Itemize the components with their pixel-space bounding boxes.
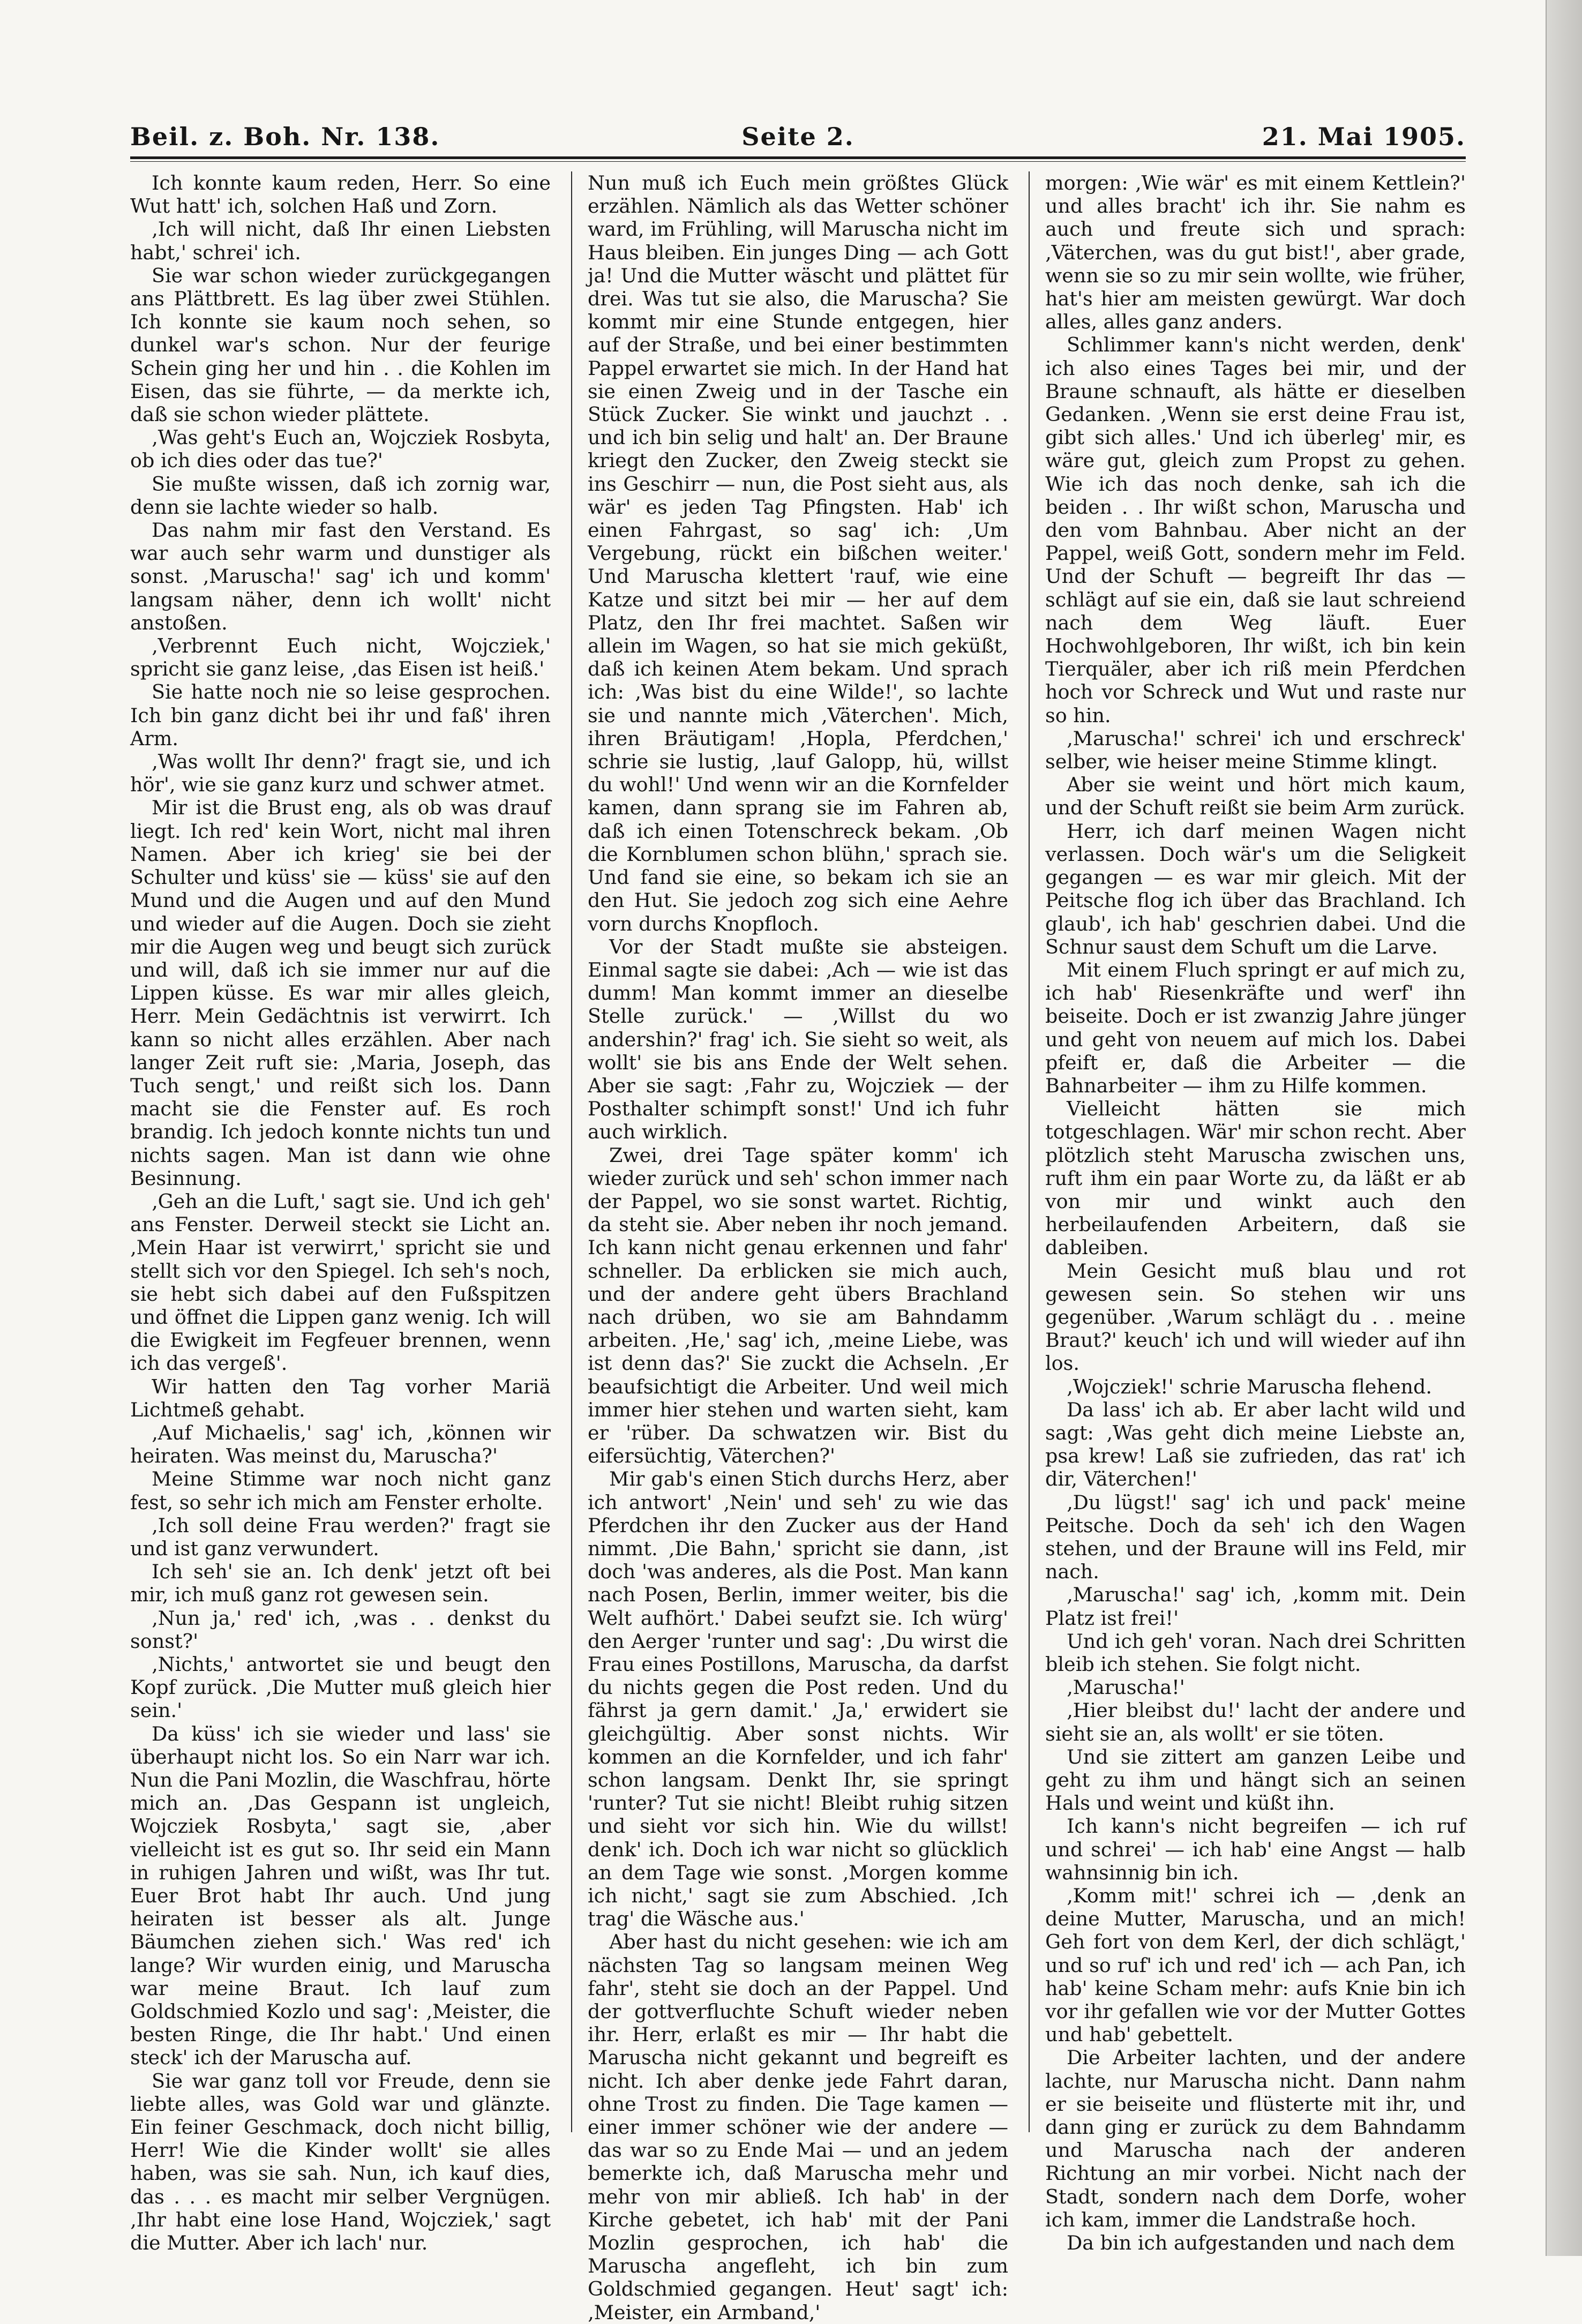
paragraph: Nun muß ich Euch mein größtes Glück erzählen. Nämlich als das Wetter schöner ward, im Frühling, will Maruscha nicht im Haus bleiben. Ein junges Ding — ach Gott ja! Und die Mutter wäscht und plättet für drei. Was tut sie also, die Maruscha? Sie kommt mir eine Stunde entgegen, hier auf der Straße, und bei einer bestimmten Pappel erwartet sie mich. In der Hand hat sie einen Zweig und in der Tasche ein Stück Zucker. Sie winkt und jauchzt . . und ich bin selig und halt' an. Der Braune kriegt den Zucker, den Zweig steckt sie ins Geschirr — nun, die Post sieht aus, als wär' es jeden Tag Pfingsten. Hab' ich einen Fahrgast, so sag' ich: ‚Um Vergebung, rückt ein bißchen weiter.' Und Maruscha klettert 'rauf, wie eine Katze und sitzt bei mir — her auf dem Platz, den Ihr frei machtet. Saßen wir allein im Wagen, so hat sie mich geküßt, daß ich keinen Atem bekam. Und sprach ich: ‚Was bist du eine Wilde!', so lachte sie und nannte mich ‚Väterchen'. Mich, ihren Bräutigam! ‚Hopla, Pferdchen,' schrie sie lustig, ‚lauf Galopp, hü, willst du wohl!' Und wenn wir an die Kornfelder kamen, dann sprang sie im Fahren ab, daß ich einen Totenschreck bekam. ‚Ob die Kornblumen schon blühn,' sprach sie. Und fand sie eine, so bekam ich sie an den Hut. Sie jedoch zog sich eine Aehre vorn durchs Knopfloch. (588, 171, 1008, 935)
supplement-issue-label: Beil. z. Boh. Nr. 138. (130, 122, 440, 151)
paragraph: Herr, ich darf meinen Wagen nicht verlassen. Doch wär's um die Seligkeit gegangen — es war mir gleich. Mit der Peitsche flog ich über das Brachland. Ich glaub', ich hab' geschrien dabei. Und die Schnur saust dem Schuft um die Larve. (1045, 819, 1466, 958)
paragraph: ‚Maruscha!' sag' ich, ‚komm mit. Dein Platz ist frei!' (1045, 1583, 1466, 1630)
paragraph: Wir hatten den Tag vorher Mariä Lichtmeß gehabt. (130, 1375, 551, 1421)
paragraph: Aber hast du nicht gesehen: wie ich am nächsten Tag so langsam meinen Weg fahr', steht sie doch an der Pappel. Und der gottverfluchte Schuft wieder neben ihr. Herr, erlaßt es mir — Ihr habt die Maruscha nicht gekannt und begreift es nicht. Ich aber denke jede Fahrt daran, ohne Trost zu finden. Die Tage kamen — einer immer schöner wie der andere — das war so zu Ende Mai — und an jedem bemerkte ich, daß Maruscha mehr und mehr von mir abließ. Ich hab' in der Kirche gebetet, ich hab' mit der Pani Mozlin gesprochen, ich hab' die Maruscha angefleht, ich bin zum Goldschmied gegangen. Heut' sagt' ich: ‚Meister, ein Armband,' (588, 1930, 1008, 2324)
paragraph: Vielleicht hätten sie mich totgeschlagen. Wär' mir schon recht. Aber plötzlich steht Maruscha zwischen uns, ruft ihm ein paar Worte zu, da läßt er ab von mir und winkt auch den herbeilaufenden Arbeitern, daß sie dableiben. (1045, 1097, 1466, 1260)
paragraph: Mir ist die Brust eng, als ob was drauf liegt. Ich red' kein Wort, nicht mal ihren Namen. Aber ich krieg' sie bei der Schulter und küss' sie — küss' sie auf den Mund und die Augen und auf den Mund und wieder auf die Augen. Doch sie zieht mir die Augen weg und beugt sich zurück und will, daß ich sie immer nur auf die Lippen küsse. Es war mir alles gleich, Herr. Mein Gedächtnis ist verwirrt. Ich kann so nicht alles erzählen. Aber nach langer Zeit ruft sie: ‚Maria, Joseph, das Tuch sengt,' und reißt sich los. Dann macht sie die Fenster auf. Es roch brandig. Ich jedoch konnte nichts tun und nichts sagen. Man ist dann wie ohne Besinnung. (130, 796, 551, 1190)
page-number: Seite 2. (741, 122, 854, 151)
column-divider (1029, 171, 1030, 2132)
paragraph: Sie war ganz toll vor Freude, denn sie liebte alles, was Gold war und glänzte. Ein feiner Geschmack, doch nicht billig, Herr! Wie die Kinder wollt' sie alles haben, was sie sah. Nun, ich kauf dies, das . . . es macht mir selber Vergnügen. ‚Ihr habt eine lose Hand, Wojcziek,' sagt die Mutter. Aber ich lach' nur. (130, 2069, 551, 2255)
issue-date: 21. Mai 1905. (1262, 122, 1466, 151)
header-rule (130, 156, 1466, 162)
paragraph: Mit einem Fluch springt er auf mich zu, ich hab' Riesenkräfte und werf' ihn beiseite. Doch er ist zwanzig Jahre jünger und geht von neuem auf mich los. Dabei pfeift er, daß die Arbeiter — die Bahnarbeiter — ihm zu Hilfe kommen. (1045, 958, 1466, 1097)
paragraph: ‚Geh an die Luft,' sagt sie. Und ich geh' ans Fenster. Derweil steckt sie Licht an. ‚Mein Haar ist verwirrt,' spricht sie und stellt sich vor den Spiegel. Ich seh's noch, sie hebt sich dabei auf den Fußspitzen und öffnet die Lippen ganz wenig. Ich will die Ewigkeit im Fegfeuer brennen, wenn ich das vergeß'. (130, 1189, 551, 1375)
paragraph: Und ich geh' voran. Nach drei Schritten bleib ich stehen. Sie folgt nicht. (1045, 1629, 1466, 1676)
paragraph: Mein Gesicht muß blau und rot gewesen sein. So stehen wir uns gegenüber. ‚Warum schlägt du . . meine Braut?' keuch' ich und will wieder auf ihn los. (1045, 1259, 1466, 1375)
paragraph: ‚Nun ja,' red' ich, ‚was . . denkst du sonst?' (130, 1606, 551, 1653)
text-column-2 (588, 171, 1008, 2324)
paragraph: Sie mußte wissen, daß ich zornig war, denn sie lachte wieder so halb. (130, 472, 551, 519)
paragraph: Da küss' ich sie wieder und lass' sie überhaupt nicht los. So ein Narr war ich. Nun die Pani Mozlin, die Waschfrau, hörte mich an. ‚Das Gespann ist ungleich, Wojcziek Rosbyta,' sagt sie, ‚aber vielleicht ist es gut so. Ihr seid ein Mann in ruhigen Jahren und wißt, was Ihr tut. Euer Brot habt Ihr auch. Und jung heiraten ist besser als alt. Junge Bäumchen ziehen sich.' Was red' ich lange? Wir wurden einig, und Maruscha war meine Braut. Ich lauf zum Goldschmied Kozlo und sag': ‚Meister, die besten Ringe, die Ihr habt.' Und einen steck' ich der Maruscha auf. (130, 1722, 551, 2070)
paragraph: Meine Stimme war noch nicht ganz fest, so sehr ich mich am Fenster erholte. (130, 1467, 551, 1514)
paragraph: ‚Nichts,' antwortet sie und beugt den Kopf zurück. ‚Die Mutter muß gleich hier sein.' (130, 1653, 551, 1722)
paragraph: Sie hatte noch nie so leise gesprochen. Ich bin ganz dicht bei ihr und faß' ihren Arm. (130, 680, 551, 750)
paragraph: Sie war schon wieder zurückgegangen ans Plättbrett. Es lag über zwei Stühlen. Ich konnte sie kaum noch sehen, so dunkel war's schon. Nur der feurige Schein ging her und hin . . die Kohlen im Eisen, das sie führte, — da merkte ich, daß sie schon wieder plättete. (130, 264, 551, 426)
paragraph: Da bin ich aufgestanden und nach dem (1067, 2231, 1455, 2255)
scan-edge (1546, 0, 1582, 2256)
paragraph: ‚Was geht's Euch an, Wojcziek Rosbyta, ob ich dies oder das tue?' (130, 426, 551, 473)
paragraph: ‚Maruscha!' (1067, 1676, 1185, 1699)
paragraph: ‚Komm mit!' schrei ich — ‚denk an deine Mutter, Maruscha, und an mich! Geh fort von dem Kerl, der dich schlägt,' und so ruf' ich und red' ich — ach Pan, ich hab' keine Scham mehr: aufs Knie bin ich vor ihr gefallen wie vor der Mutter Gottes und hab' gebettelt. (1045, 1884, 1466, 2046)
paragraph: Und sie zittert am ganzen Leibe und geht zu ihm und hängt sich an seinen Hals und weint und küßt ihn. (1045, 1745, 1466, 1815)
paragraph: Da lass' ich ab. Er aber lacht wild und sagt: ‚Was geht dich meine Liebste an, psa krew! Laß sie zufrieden, das rat' ich dir, Väterchen!' (1045, 1398, 1466, 1491)
paragraph: Ich konnte kaum reden, Herr. So eine Wut hatt' ich, solchen Haß und Zorn. (130, 171, 551, 218)
paragraph: Zwei, drei Tage später komm' ich wieder zurück und seh' schon immer nach der Pappel, wo sie sonst wartet. Richtig, da steht sie. Aber neben ihr noch jemand. Ich kann nicht genau erkennen und fahr' schneller. Da erblicken sie mich auch, und der andere geht übers Brachland nach drüben, wo sie am Bahndamm arbeiten. ‚He,' sag' ich, ‚meine Liebe, was ist denn das?' Sie zuckt die Achseln. ‚Er beaufsichtigt die Arbeiter. Und weil mich immer hier stehen und warten sieht, kam er 'rüber. Da schwatzen wir. Bist du eifersüchtig, Väterchen?' (588, 1143, 1008, 1468)
text-column-1 (130, 171, 551, 2255)
paragraph: ‚Verbrennt Euch nicht, Wojcziek,' spricht sie ganz leise, ‚das Eisen ist heiß.' (130, 634, 551, 681)
paragraph: Vor der Stadt mußte sie absteigen. Einmal sagte sie dabei: ‚Ach — wie ist das dumm! Man kommt immer an dieselbe Stelle zurück.' — ‚Willst du wo andershin?' frag' ich. Sie sieht so weit, als wollt' sie bis ans Ende der Welt sehen. Aber sie sagt: ‚Fahr zu, Wojcziek — der Posthalter schimpft sonst!' Und ich fuhr auch wirklich. (588, 935, 1008, 1144)
paragraph: Mir gab's einen Stich durchs Herz, aber ich antwort' ‚Nein' und seh' zu wie das Pferdchen ihr den Zucker aus der Hand nimmt. ‚Die Bahn,' spricht sie dann, ‚ist doch 'was anderes, als die Post. Man kann nach Posen, Berlin, immer weiter, bis die Welt aufhört.' Dabei seufzt sie. Ich würg' den Aerger 'runter und sag': ‚Du wirst die Frau eines Postillons, Maruscha, da darfst du nichts gegen die Post reden. Und du fährst ja gern damit.' ‚Ja,' erwidert sie gleichgültig. Aber sonst nichts. Wir kommen an die Kornfelder, und ich fahr' schon langsam. Denkt Ihr, sie springt 'runter? Tut sie nicht! Bleibt ruhig sitzen und sieht vor sich hin. Wie du willst! denk' ich. Doch ich war nicht so glücklich an dem Tage wie sonst. ‚Morgen komme ich nicht,' sagt sie zum Abschied. ‚Ich trag' die Wäsche aus.' (588, 1467, 1008, 1931)
paragraph: Das nahm mir fast den Verstand. Es war auch sehr warm und dunstiger als sonst. ‚Maruscha!' sag' ich und komm' langsam näher, denn ich wollt' nicht anstoßen. (130, 519, 551, 634)
paragraph: ‚Auf Michaelis,' sag' ich, ‚können wir heiraten. Was meinst du, Maruscha?' (130, 1421, 551, 1468)
paragraph: ‚Ich soll deine Frau werden?' fragt sie und ist ganz verwundert. (130, 1513, 551, 1560)
paragraph: morgen: ‚Wie wär' es mit einem Kettlein?' und alles bracht' ich ihr. Sie nahm es auch und freute sich und sprach: ‚Väterchen, was du gut bist!', aber grade, wenn sie so zu mir sein wollte, wie früher, hat's hier am meisten gewürgt. War doch alles, alles ganz anders. (1045, 171, 1466, 334)
paragraph: ‚Ich will nicht, daß Ihr einen Liebsten habt,' schrei' ich. (130, 218, 551, 264)
column-divider (571, 171, 572, 2132)
text-column-3 (1045, 171, 1466, 2255)
paragraph: Aber sie weint und hört mich kaum, und der Schuft reißt sie beim Arm zurück. (1045, 773, 1466, 820)
paragraph: Die Arbeiter lachten, und der andere lachte, nur Maruscha nicht. Dann nahm er sie beiseite und flüsterte mit ihr, und dann ging er zurück zu dem Bahndamm und Maruscha nach der anderen Richtung an mir vorbei. Nicht nach der Stadt, sondern nach dem Dorfe, woher ich kam, immer die Landstraße hoch. (1045, 2046, 1466, 2231)
paragraph: ‚Du lügst!' sag' ich und pack' meine Peitsche. Doch da seh' ich den Wagen stehen, und der Braune will ins Feld, mir nach. (1045, 1490, 1466, 1584)
paragraph: ‚Wojcziek!' schrie Maruscha flehend. (1067, 1375, 1432, 1398)
page-header (130, 122, 1466, 160)
paragraph: ‚Hier bleibst du!' lacht der andere und sieht sie an, als wollt' er sie töten. (1045, 1699, 1466, 1745)
paragraph: ‚Was wollt Ihr denn?' fragt sie, und ich hör', wie sie ganz kurz und schwer atmet. (130, 750, 551, 797)
paragraph: Ich seh' sie an. Ich denk' jetzt oft bei mir, ich muß ganz rot gewesen sein. (130, 1560, 551, 1607)
paragraph: Schlimmer kann's nicht werden, denk' ich also eines Tages bei mir, und der Braune schnauft, als hätte er dieselben Gedanken. ‚Wenn sie erst deine Frau ist, gibt sich alles.' Und ich überleg' mir, es wäre gut, gleich zum Propst zu gehen. Wie ich das noch denke, sah ich die beiden . . Ihr wißt schon, Maruscha und den vom Bahnbau. Aber nicht an der Pappel, weiß Gott, sondern mehr im Feld. Und der Schuft — begreift Ihr das — schlägt auf sie ein, daß sie laut schreiend nach dem Weg läuft. Euer Hochwohlgeboren, Ihr wißt, ich bin kein Tierquäler, aber ich riß mein Pferdchen hoch vor Schreck und Wut und raste nur so hin. (1045, 333, 1466, 727)
paragraph: ‚Maruscha!' schrei' ich und erschreck' selber, wie heiser meine Stimme klingt. (1045, 726, 1466, 774)
paragraph: Ich kann's nicht begreifen — ich ruf und schrei' — ich hab' eine Angst — halb wahnsinnig bin ich. (1045, 1815, 1466, 1884)
